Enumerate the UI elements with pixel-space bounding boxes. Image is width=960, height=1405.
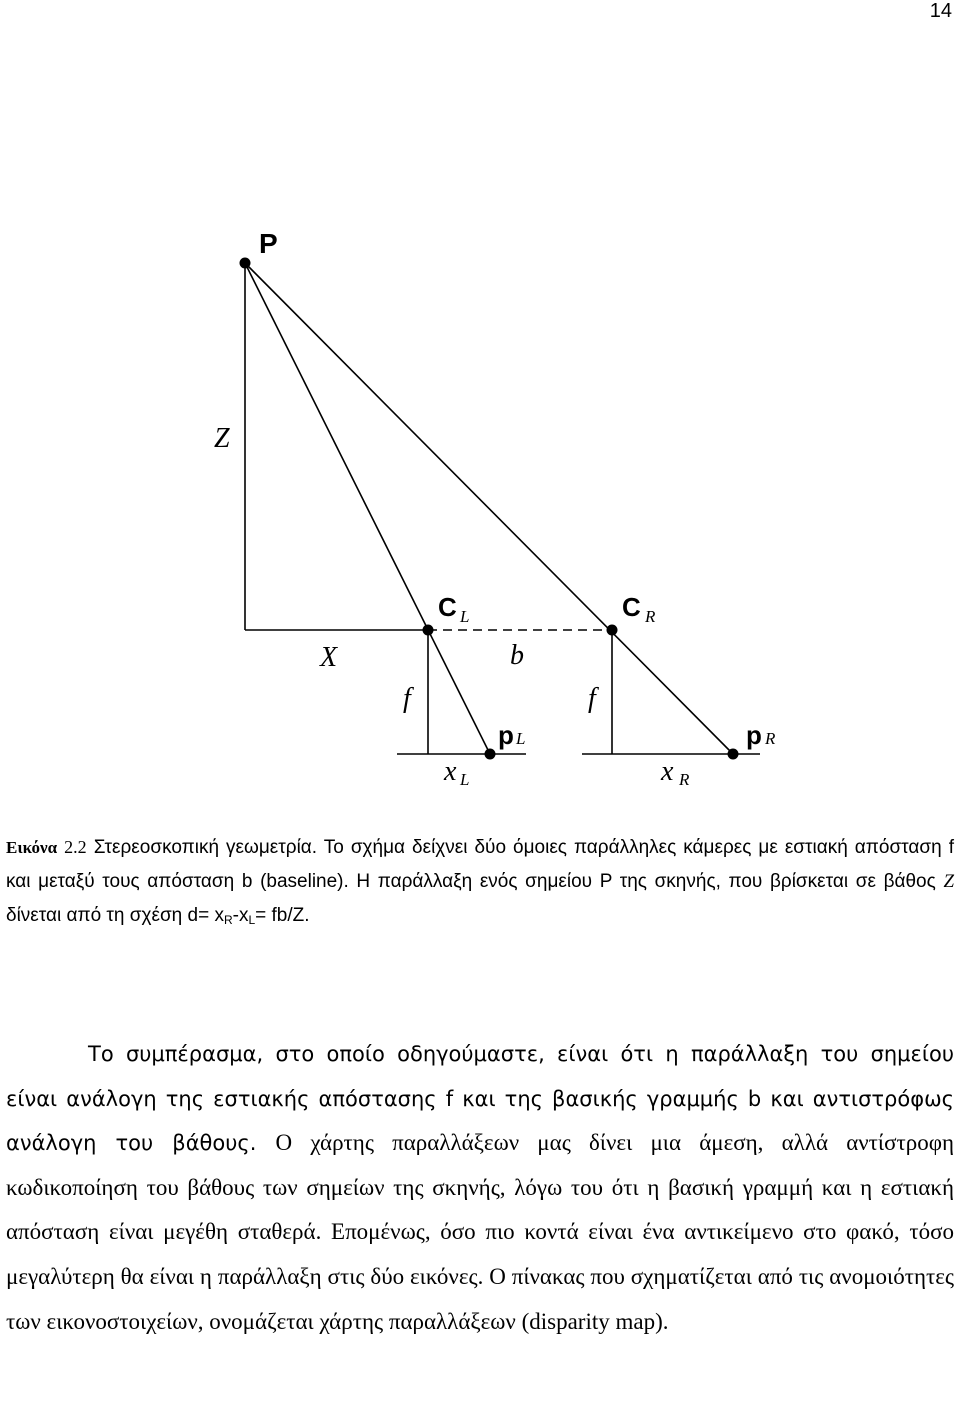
page-number: 14	[929, 0, 952, 22]
label-pL: p	[498, 720, 514, 750]
label-pR: p	[746, 720, 762, 750]
caption-z: Z	[943, 871, 955, 892]
point-P	[240, 258, 251, 269]
label-CL: C	[438, 592, 457, 622]
point-pR	[728, 749, 739, 760]
body-part-1: Το συμπέρασμα, στο οποίο οδηγούμαστε, είναι ότι η παράλλαξη του σημείου είναι ανάλογη της εστιακής απόστασης f και της βασικής γραμμής b και αντιστρόφως ανάλογη του βάθους.	[6, 1042, 954, 1156]
label-P: P	[259, 228, 278, 259]
label-CR: C	[622, 592, 641, 622]
label-CR-sub: R	[645, 607, 656, 626]
label-Z: Z	[214, 423, 230, 454]
body-paragraph	[6, 1032, 954, 1344]
label-b: b	[510, 640, 524, 671]
label-pL-sub: L	[516, 729, 526, 748]
point-CL	[423, 625, 434, 636]
body-part-2: Ο χάρτης παραλλάξεων μας δίνει μια άμεση, αλλά αντίστροφη κωδικοποίηση του βάθους των σημείων της σκηνής, λόγω του ότι η βασική γραμμή και η εστιακή απόσταση είναι μεγέθη σταθερά. Επομένως, όσο πιο κοντά είναι ένα αντικείμενο στο φακό, τόσο μεγαλύτερη θα είναι η παράλλαξη στις δύο εικόνες. Ο πίνακας που σχηματίζεται από τις ανομοιότητες των εικονοστοιχείων, ονομάζεται χάρτης παραλλάξεων (disparity map).	[6, 1130, 955, 1334]
label-xR: x	[661, 756, 674, 787]
caption-text-3: = fb/Z.	[255, 905, 310, 926]
caption-text-1: Το σχήμα δείχνει δύο όμοιες παράλληλες κάμερες με εστιακή απόσταση f και μεταξύ τους απόσταση b (baseline). Η παράλλαξη ενός σημείου P της σκηνής, που βρίσκεται σε βάθος	[6, 837, 954, 892]
caption-sub-l: L	[248, 913, 256, 927]
label-CL-sub: L	[460, 607, 470, 626]
point-pL	[485, 749, 496, 760]
body-text	[6, 1032, 954, 1344]
caption-label: Εικόνα	[6, 838, 58, 857]
label-xL-sub: L	[460, 770, 470, 789]
ray-right	[245, 263, 733, 754]
label-f-right: f	[588, 683, 596, 714]
caption-sub-r: R	[223, 913, 233, 927]
caption-number: 2.2	[64, 837, 87, 857]
figure-caption	[6, 830, 954, 933]
caption-text-2: δίνεται από τη σχέση d= x	[6, 905, 224, 926]
point-CR	[607, 625, 618, 636]
label-xR-sub: R	[679, 770, 690, 789]
caption-title: Στερεοσκοπική γεωμετρία.	[93, 837, 318, 858]
ray-left	[245, 263, 490, 754]
label-f-left: f	[403, 683, 411, 714]
label-pR-sub: R	[765, 729, 776, 748]
caption-dash: -x	[232, 905, 249, 926]
label-xL: x	[444, 756, 457, 787]
label-X: X	[320, 642, 338, 673]
